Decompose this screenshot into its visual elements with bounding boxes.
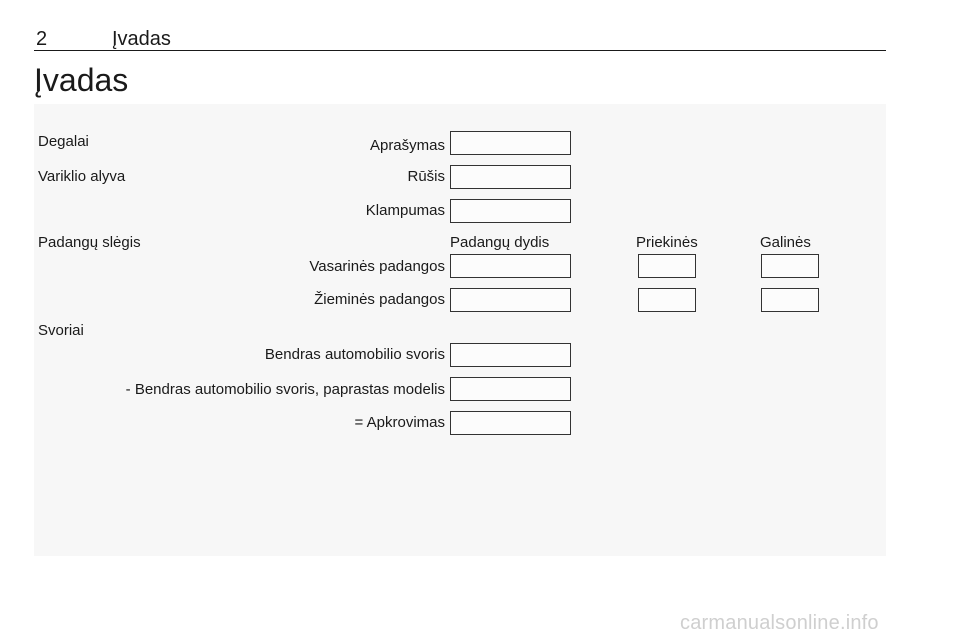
description-field[interactable] xyxy=(450,131,571,155)
oil-type-label: Rūšis xyxy=(407,168,445,185)
header-rule xyxy=(34,50,886,51)
load-field[interactable] xyxy=(450,411,571,435)
summer-rear-pressure-field[interactable] xyxy=(761,254,819,278)
weights-label: Svoriai xyxy=(38,322,84,339)
summer-tyre-size-field[interactable] xyxy=(450,254,571,278)
front-header: Priekinės xyxy=(636,234,698,251)
load-label: = Apkrovimas xyxy=(354,414,445,431)
winter-tyre-size-field[interactable] xyxy=(450,288,571,312)
base-weight-label: - Bendras automobilio svoris, paprastas modelis xyxy=(125,381,445,398)
tyre-pressure-label: Padangų slėgis xyxy=(38,234,141,251)
viscosity-field[interactable] xyxy=(450,199,571,223)
fuel-label: Degalai xyxy=(38,133,89,150)
gross-weight-field[interactable] xyxy=(450,343,571,367)
engine-oil-label: Variklio alyva xyxy=(38,168,126,185)
winter-tyres-label: Žieminės padangos xyxy=(314,291,445,308)
viscosity-label: Klampumas xyxy=(365,202,445,219)
winter-front-pressure-field[interactable] xyxy=(638,288,696,312)
base-weight-field[interactable] xyxy=(450,377,571,401)
description-label: Aprašymas xyxy=(369,137,445,154)
tyre-size-header: Padangų dydis xyxy=(450,234,550,251)
watermark-text: carmanualsonline.info xyxy=(680,612,879,634)
gross-weight-label: Bendras automobilio svoris xyxy=(264,346,445,363)
summer-tyres-label: Vasarinės padangos xyxy=(309,258,445,275)
page-title: Įvadas xyxy=(34,62,129,98)
running-header-section: Įvadas xyxy=(112,28,171,50)
oil-type-field[interactable] xyxy=(450,165,571,189)
summer-front-pressure-field[interactable] xyxy=(638,254,696,278)
page-number: 2 xyxy=(36,28,48,50)
rear-header: Galinės xyxy=(760,234,811,251)
winter-rear-pressure-field[interactable] xyxy=(761,288,819,312)
